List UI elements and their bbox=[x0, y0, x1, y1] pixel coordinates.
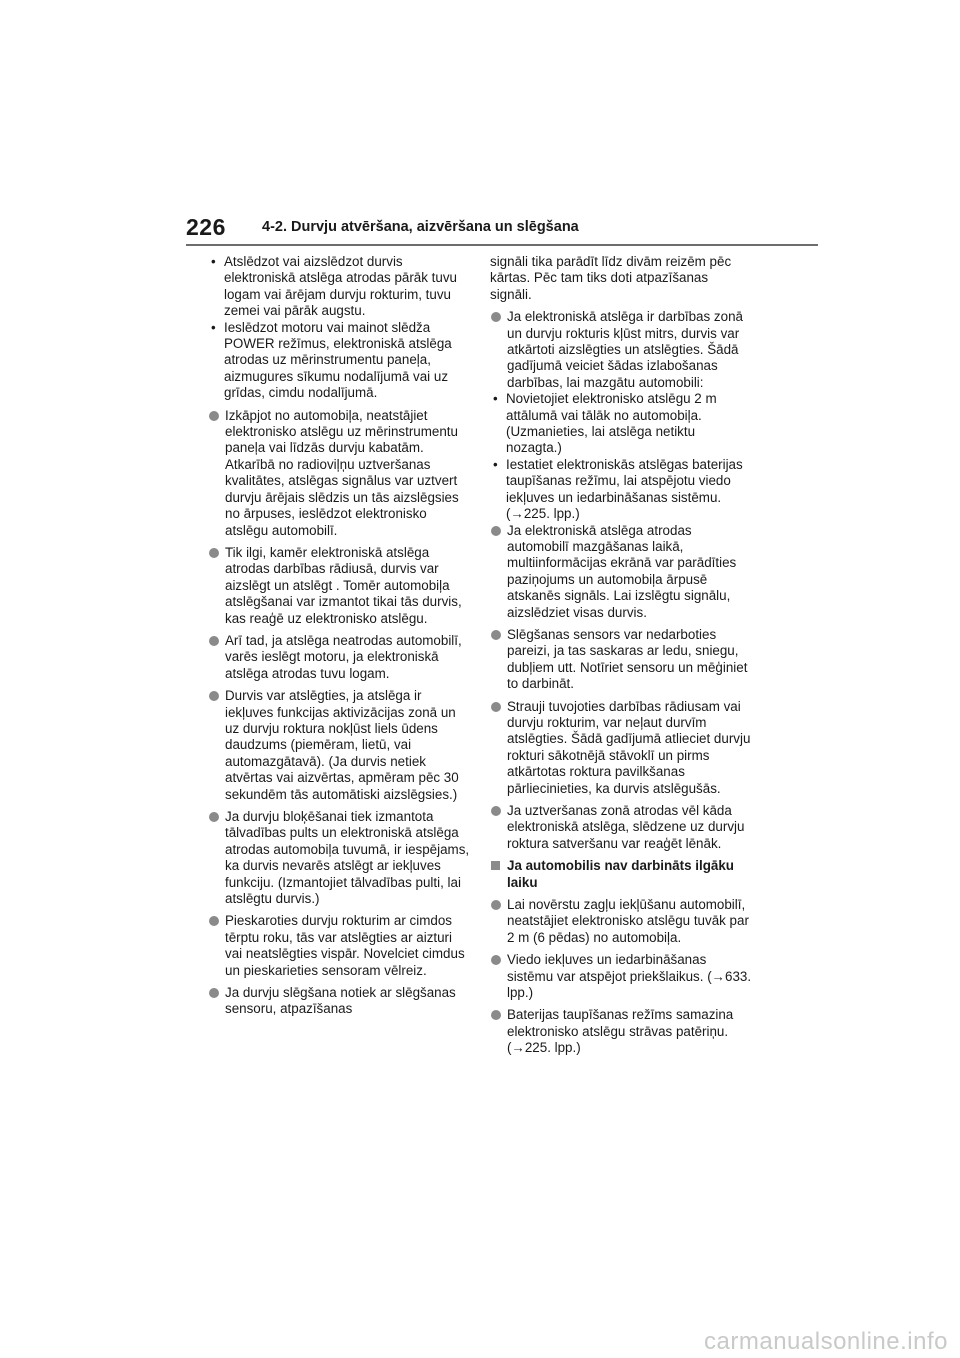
note-text: Ja durvju bloķēšanai tiek izmantota tālvadības pults un elektroniskā atslēga atrodas automobiļa tuvumā, ir iespējams, ka durvis nevarēs atslēgt ar iekļuves funkciju. (Izmantojiet tālvadības pulti, lai atslēgtu durvis.) bbox=[225, 809, 470, 907]
dash-item bbox=[208, 320, 470, 402]
right-column bbox=[490, 254, 752, 1063]
continued-text: signāli tika parādīt līdz divām reizēm pēc kārtas. Pēc tam tiks doti atpazīšanas signāli. bbox=[490, 254, 732, 302]
note-item bbox=[208, 408, 470, 539]
dash-item-text: Atslēdzot vai aizslēdzot durvis elektroniskā atslēga atrodas pārāk tuvu logam vai ārējam durvju rokturim, tuvu zemei vai pārāk augstu. bbox=[224, 254, 457, 319]
note-text: Ja durvju slēgšana notiek ar slēgšanas sensoru, atpazīšanas bbox=[225, 985, 456, 1017]
note-text: Ja elektroniskā atslēga atrodas automobilī mazgāšanas laikā, multiinformācijas ekrānā var parādīties paziņojums un automobiļa ārpusē atskanēs signāls. Lai izslēgtu signālu, aizslēdziet visas durvis. bbox=[507, 522, 737, 620]
note-item bbox=[490, 803, 752, 852]
note-item bbox=[208, 809, 470, 907]
circle-bullet-icon bbox=[209, 548, 219, 558]
circle-bullet-icon bbox=[491, 312, 501, 322]
note-text: Strauji tuvojoties darbības rādiusam vai durvju rokturim, var neļaut durvīm atslēgties. Šādā gadījumā atlieciet durvju rokturi sākotnējā stāvoklī un pirms atkārtotas roktura pavilkšanas pārliecinieties, ka durvis atslēgušās. bbox=[507, 698, 751, 796]
circle-bullet-icon bbox=[491, 526, 501, 536]
page-header bbox=[186, 214, 818, 246]
circle-bullet-icon bbox=[491, 702, 501, 712]
note-text: Ja uztveršanas zonā atrodas vēl kāda elektroniskā atslēga, slēdzene uz durvju roktura satveršanu var reaģēt lēnāk. bbox=[507, 803, 745, 851]
dash-item bbox=[490, 457, 752, 523]
dash-item-text: Novietojiet elektronisko atslēgu 2 m attālumā vai tālāk no automobiļa. (Uzmanieties, lai atslēga netiktu nozagta.) bbox=[506, 391, 717, 456]
note-text: Arī tad, ja atslēga neatrodas automobilī, varēs ieslēgt motoru, ja elektroniskā atslēga atrodas tuvu logam. bbox=[225, 632, 462, 681]
note-item bbox=[208, 633, 470, 682]
bullet-marker: • bbox=[211, 319, 216, 335]
dash-item-text: Ieslēdzot motoru vai mainot slēdža POWER režīmus, elektroniskā atslēga atrodas uz mērinstrumentu paneļa, aizmugures sīkumu nodalījumā vai uz grīdas, cimdu nodalījumā. bbox=[224, 319, 452, 401]
circle-bullet-icon bbox=[209, 636, 219, 646]
note-item bbox=[208, 913, 470, 979]
note-text: Izkāpjot no automobiļa, neatstājiet elektronisko atslēgu uz mērinstrumentu paneļa vai līdzās durvju kabatām. Atkarībā no radioviļņu uztveršanas kvalitātes, atslēgas signālus var uztvert durvju ārējais slēdzis un tās aizslēgsies no ārpuses, ieslēdzot elektronisko atslēgu automobilī. bbox=[225, 407, 459, 538]
subsection-heading-text: Ja automobilis nav darbināts ilgāku laiku bbox=[507, 858, 734, 890]
note-text: Tik ilgi, kamēr elektroniskā atslēga atrodas darbības rādiusā, durvis var aizslēgt un atslēgt . Tomēr automobiļa atslēgšanai var izmantot tikai tās durvis, kas reaģē uz elektronisko atslēgu. bbox=[225, 544, 462, 626]
note-item bbox=[490, 627, 752, 693]
circle-bullet-icon bbox=[209, 812, 219, 822]
bullet-marker: • bbox=[211, 254, 216, 269]
left-column bbox=[208, 254, 470, 1024]
note-text: Viedo iekļuves un iedarbināšanas sistēmu var atspējot priekšlaikus. (→633. lpp.) bbox=[507, 952, 752, 1001]
note-item bbox=[490, 1007, 752, 1056]
circle-bullet-icon bbox=[209, 691, 219, 701]
bullet-marker: • bbox=[493, 456, 498, 472]
circle-bullet-icon bbox=[491, 806, 501, 816]
section-title: 4-2. Durvju atvēršana, aizvēršana un slēgšana bbox=[262, 219, 579, 235]
note-text: Ja elektroniskā atslēga ir darbības zonā un durvju rokturis kļūst mitrs, durvis var atkārtoti aizslēgties un atslēgties. Šādā gadījumā veiciet šādas izlabošanas darbības, lai mazgātu automobili: bbox=[507, 309, 743, 390]
note-text: Pieskaroties durvju rokturim ar cimdos tērptu roku, tās var atslēgties ar aizturi vai neatslēgties vispār. Novelciet cimdus un pieskarieties sensoram vēlreiz. bbox=[225, 913, 465, 978]
bullet-marker: • bbox=[493, 391, 498, 407]
circle-bullet-icon bbox=[209, 988, 219, 998]
circle-bullet-icon bbox=[491, 955, 501, 965]
dash-item bbox=[208, 254, 470, 320]
note-item bbox=[490, 699, 752, 797]
square-bullet-icon bbox=[491, 861, 500, 870]
note-item bbox=[490, 952, 752, 1001]
note-item bbox=[208, 985, 470, 1018]
dash-list bbox=[490, 391, 752, 522]
circle-bullet-icon bbox=[209, 916, 219, 926]
note-text: Slēgšanas sensors var nedarboties pareizi, ja tas saskaras ar ledu, sniegu, dubļiem utt. Notīriet sensoru un mēģiniet to darbināt. bbox=[507, 626, 748, 692]
page-number: 226 bbox=[186, 214, 226, 240]
note-item bbox=[490, 897, 752, 946]
dash-list bbox=[208, 254, 470, 402]
note-item bbox=[208, 688, 470, 803]
dash-item bbox=[490, 391, 752, 457]
subsection-heading bbox=[490, 858, 752, 891]
note-item bbox=[208, 545, 470, 627]
note-item bbox=[490, 523, 752, 621]
note-text: Baterijas taupīšanas režīms samazina elektronisko atslēgu strāvas patēriņu. (→225. lpp.) bbox=[507, 1007, 734, 1056]
watermark: carmanualsonline.info bbox=[704, 1328, 948, 1355]
circle-bullet-icon bbox=[491, 900, 501, 910]
circle-bullet-icon bbox=[491, 1010, 501, 1020]
note-text: Lai novērstu zagļu iekļūšanu automobilī, neatstājiet elektronisko atslēgu tuvāk par 2 m (6 pēdas) no automobiļa. bbox=[507, 897, 749, 945]
note-text: Durvis var atslēgties, ja atslēga ir iekļuves funkcijas aktivizācijas zonā un uz durvju roktura nokļūst liels ūdens daudzums (piemēram, lietū, vai automazgātavā). (Ja durvis netiek atvērtas vai aizvērtas, apmēram pēc 30 sekundēm tās automātiski aizslēgsies.) bbox=[225, 688, 459, 802]
note-item bbox=[490, 309, 752, 391]
circle-bullet-icon bbox=[209, 411, 219, 421]
circle-bullet-icon bbox=[491, 630, 501, 640]
header-divider bbox=[186, 244, 818, 246]
dash-item-text: Iestatiet elektroniskās atslēgas baterijas taupīšanas režīmu, lai atspējotu viedo iekļuves un iedarbināšanas sistēmu. (→225. lpp.) bbox=[506, 456, 743, 522]
